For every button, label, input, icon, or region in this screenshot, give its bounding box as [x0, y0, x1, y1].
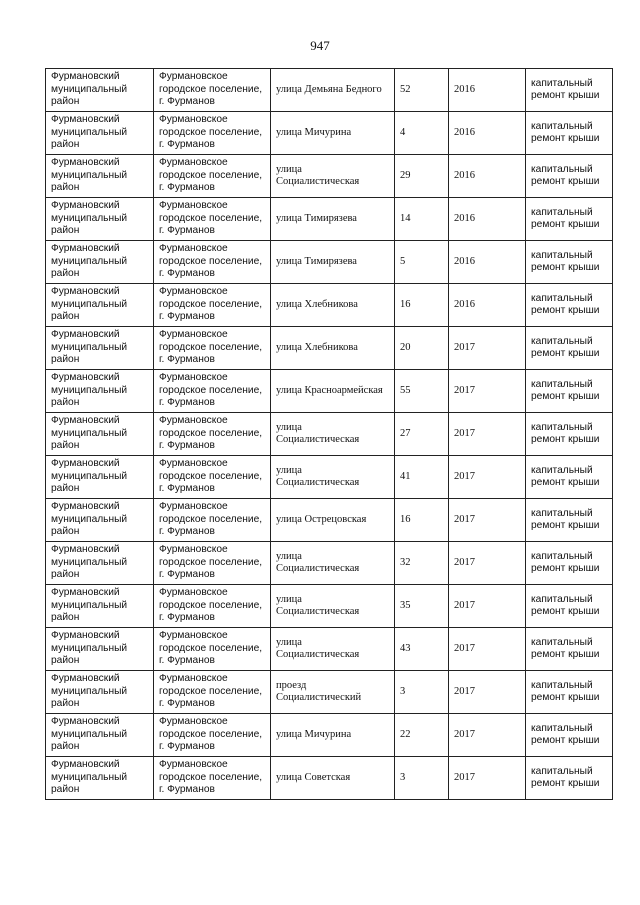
street-cell — [271, 284, 395, 327]
settlement-cell-line: Фурмановское — [159, 759, 228, 771]
settlement-cell-line: Фурмановское — [159, 243, 228, 255]
work-type-cell-line: ремонт крыши — [531, 563, 600, 574]
work-type-cell-line: капитальный — [531, 378, 593, 390]
district-cell — [46, 499, 154, 542]
district-cell — [46, 284, 154, 327]
work-type-cell-line: капитальный — [531, 335, 593, 347]
street-cell — [271, 585, 395, 628]
work-type-cell-line: капитальный — [531, 292, 593, 304]
district-cell — [46, 112, 154, 155]
work-type-cell — [526, 284, 613, 327]
district-cell-line: Фурмановский — [51, 458, 120, 470]
table-row — [46, 112, 613, 155]
year-cell: 2017 — [449, 671, 526, 714]
settlement-cell — [154, 370, 271, 413]
settlement-cell-line: городское поселение, — [159, 771, 263, 783]
district-cell-line: Фурмановский — [51, 501, 120, 513]
table-row — [46, 370, 613, 413]
district-cell-line: муниципальный — [51, 685, 128, 697]
district-cell-line: Фурмановский — [51, 759, 120, 771]
house-number-cell: 41 — [395, 456, 449, 499]
district-cell — [46, 241, 154, 284]
settlement-cell-line: г. Фурманов — [159, 526, 215, 538]
district-cell — [46, 757, 154, 800]
table-row — [46, 628, 613, 671]
district-cell-line: Фурмановский — [51, 630, 120, 642]
settlement-cell — [154, 413, 271, 456]
street-cell-line: улица Советская — [276, 771, 351, 783]
work-type-cell — [526, 757, 613, 800]
year-cell: 2017 — [449, 757, 526, 800]
district-cell-line: район — [51, 311, 80, 323]
settlement-cell-line: г. Фурманов — [159, 741, 215, 753]
settlement-cell — [154, 69, 271, 112]
table-row — [46, 69, 613, 112]
settlement-cell — [154, 198, 271, 241]
settlement-cell-line: г. Фурманов — [159, 397, 215, 409]
district-cell-line: муниципальный — [51, 255, 128, 267]
work-type-cell — [526, 499, 613, 542]
work-type-cell-line: ремонт крыши — [531, 219, 600, 230]
district-cell-line: район — [51, 784, 80, 796]
settlement-cell-line: Фурмановское — [159, 200, 228, 212]
table-row — [46, 456, 613, 499]
year-cell: 2016 — [449, 284, 526, 327]
district-cell — [46, 155, 154, 198]
work-type-cell-line: капитальный — [531, 77, 593, 89]
street-cell-line: улица Тимирязева — [276, 255, 357, 267]
district-cell-line: Фурмановский — [51, 587, 120, 599]
work-type-cell — [526, 112, 613, 155]
work-type-cell-line: капитальный — [531, 722, 593, 734]
work-type-cell-line: капитальный — [531, 249, 593, 261]
work-type-cell-line: ремонт крыши — [531, 649, 600, 660]
work-type-cell-line: ремонт крыши — [531, 133, 600, 144]
settlement-cell-line: городское поселение, — [159, 470, 263, 482]
work-type-cell-line: капитальный — [531, 206, 593, 218]
street-cell — [271, 370, 395, 413]
settlement-cell-line: Фурмановское — [159, 71, 228, 83]
house-number-cell: 35 — [395, 585, 449, 628]
settlement-cell — [154, 628, 271, 671]
settlement-cell-line: Фурмановское — [159, 501, 228, 513]
street-cell-line: Социалистическая — [276, 649, 360, 660]
district-cell-line: район — [51, 397, 80, 409]
settlement-cell-line: Фурмановское — [159, 716, 228, 728]
work-type-cell — [526, 671, 613, 714]
street-cell — [271, 413, 395, 456]
year-cell: 2017 — [449, 714, 526, 757]
year-cell: 2016 — [449, 241, 526, 284]
year-cell: 2017 — [449, 370, 526, 413]
work-type-cell — [526, 155, 613, 198]
year-cell: 2017 — [449, 585, 526, 628]
district-cell-line: Фурмановский — [51, 114, 120, 126]
settlement-cell-line: г. Фурманов — [159, 440, 215, 452]
settlement-cell — [154, 671, 271, 714]
district-cell-line: район — [51, 139, 80, 151]
street-cell-line: Социалистическая — [276, 606, 360, 617]
settlement-cell-line: городское поселение, — [159, 599, 263, 611]
street-cell-line: Социалистическая — [276, 563, 360, 574]
district-cell-line: район — [51, 225, 80, 237]
district-cell-line: Фурмановский — [51, 673, 120, 685]
street-cell-line: улица Мичурина — [276, 126, 352, 138]
district-cell-line: район — [51, 354, 80, 366]
district-cell-line: Фурмановский — [51, 372, 120, 384]
district-cell-line: муниципальный — [51, 341, 128, 353]
settlement-cell-line: Фурмановское — [159, 157, 228, 169]
settlement-cell-line: Фурмановское — [159, 544, 228, 556]
settlement-cell-line: городское поселение, — [159, 341, 263, 353]
work-type-cell-line: ремонт крыши — [531, 348, 600, 359]
work-type-cell-line: ремонт крыши — [531, 90, 600, 101]
district-cell-line: муниципальный — [51, 126, 128, 138]
street-cell — [271, 112, 395, 155]
work-type-cell — [526, 456, 613, 499]
settlement-cell-line: г. Фурманов — [159, 483, 215, 495]
settlement-cell-line: Фурмановское — [159, 415, 228, 427]
district-cell-line: Фурмановский — [51, 157, 120, 169]
year-cell: 2017 — [449, 499, 526, 542]
house-number-cell: 16 — [395, 499, 449, 542]
settlement-cell-line: Фурмановское — [159, 329, 228, 341]
street-cell-line: Социалистическая — [276, 434, 360, 445]
street-cell — [271, 542, 395, 585]
district-cell-line: Фурмановский — [51, 243, 120, 255]
repair-schedule-table — [45, 68, 613, 800]
district-cell-line: муниципальный — [51, 642, 128, 654]
district-cell-line: район — [51, 526, 80, 538]
settlement-cell-line: г. Фурманов — [159, 139, 215, 151]
work-type-cell-line: капитальный — [531, 507, 593, 519]
settlement-cell-line: городское поселение, — [159, 169, 263, 181]
district-cell — [46, 327, 154, 370]
work-type-cell-line: ремонт крыши — [531, 262, 600, 273]
street-cell-line: Социалистический — [276, 692, 362, 703]
settlement-cell-line: г. Фурманов — [159, 698, 215, 710]
work-type-cell — [526, 585, 613, 628]
work-type-cell-line: ремонт крыши — [531, 391, 600, 402]
street-cell — [271, 198, 395, 241]
work-type-cell — [526, 628, 613, 671]
settlement-cell-line: г. Фурманов — [159, 354, 215, 366]
table-row — [46, 499, 613, 542]
district-cell-line: муниципальный — [51, 513, 128, 525]
settlement-cell — [154, 714, 271, 757]
settlement-cell — [154, 155, 271, 198]
year-cell: 2017 — [449, 327, 526, 370]
house-number-cell: 43 — [395, 628, 449, 671]
work-type-cell — [526, 241, 613, 284]
district-cell — [46, 714, 154, 757]
street-cell-line: улица Тимирязева — [276, 212, 357, 224]
district-cell-line: Фурмановский — [51, 286, 120, 298]
house-number-cell: 29 — [395, 155, 449, 198]
table-row — [46, 413, 613, 456]
table-row — [46, 585, 613, 628]
district-cell — [46, 370, 154, 413]
settlement-cell-line: городское поселение, — [159, 513, 263, 525]
settlement-cell-line: г. Фурманов — [159, 182, 215, 194]
district-cell-line: Фурмановский — [51, 329, 120, 341]
work-type-cell — [526, 69, 613, 112]
settlement-cell-line: городское поселение, — [159, 255, 263, 267]
district-cell — [46, 198, 154, 241]
table-row — [46, 241, 613, 284]
settlement-cell-line: городское поселение, — [159, 642, 263, 654]
house-number-cell: 20 — [395, 327, 449, 370]
settlement-cell-line: городское поселение, — [159, 685, 263, 697]
work-type-cell-line: капитальный — [531, 120, 593, 132]
street-cell-line: улица — [276, 593, 302, 605]
year-cell: 2017 — [449, 456, 526, 499]
district-cell-line: район — [51, 655, 80, 667]
settlement-cell-line: г. Фурманов — [159, 311, 215, 323]
work-type-cell-line: капитальный — [531, 593, 593, 605]
year-cell: 2017 — [449, 628, 526, 671]
street-cell — [271, 757, 395, 800]
settlement-cell-line: г. Фурманов — [159, 784, 215, 796]
district-cell-line: район — [51, 268, 80, 280]
settlement-cell-line: г. Фурманов — [159, 612, 215, 624]
settlement-cell-line: городское поселение, — [159, 126, 263, 138]
district-cell — [46, 585, 154, 628]
settlement-cell — [154, 241, 271, 284]
district-cell — [46, 542, 154, 585]
table-row — [46, 327, 613, 370]
street-cell-line: улица — [276, 636, 302, 648]
work-type-cell-line: ремонт крыши — [531, 606, 600, 617]
street-cell-line: Социалистическая — [276, 477, 360, 488]
work-type-cell — [526, 327, 613, 370]
settlement-cell — [154, 327, 271, 370]
settlement-cell-line: городское поселение, — [159, 212, 263, 224]
street-cell-line: улица — [276, 163, 302, 175]
work-type-cell-line: ремонт крыши — [531, 520, 600, 531]
street-cell-line: улица Хлебникова — [276, 341, 358, 353]
settlement-cell-line: Фурмановское — [159, 372, 228, 384]
street-cell-line: улица Мичурина — [276, 728, 352, 740]
settlement-cell-line: городское поселение, — [159, 556, 263, 568]
settlement-cell — [154, 499, 271, 542]
house-number-cell: 14 — [395, 198, 449, 241]
house-number-cell: 16 — [395, 284, 449, 327]
work-type-cell-line: ремонт крыши — [531, 305, 600, 316]
work-type-cell-line: ремонт крыши — [531, 692, 600, 703]
settlement-cell — [154, 757, 271, 800]
work-type-cell — [526, 370, 613, 413]
district-cell-line: район — [51, 483, 80, 495]
district-cell-line: Фурмановский — [51, 415, 120, 427]
district-cell-line: Фурмановский — [51, 544, 120, 556]
work-type-cell — [526, 198, 613, 241]
district-cell-line: муниципальный — [51, 212, 128, 224]
work-type-cell-line: капитальный — [531, 421, 593, 433]
house-number-cell: 3 — [395, 757, 449, 800]
work-type-cell-line: ремонт крыши — [531, 434, 600, 445]
district-cell-line: Фурмановский — [51, 200, 120, 212]
district-cell-line: муниципальный — [51, 298, 128, 310]
settlement-cell-line: Фурмановское — [159, 587, 228, 599]
year-cell: 2016 — [449, 112, 526, 155]
house-number-cell: 27 — [395, 413, 449, 456]
work-type-cell — [526, 542, 613, 585]
street-cell-line: улица Демьяна Бедного — [276, 83, 382, 95]
work-type-cell-line: капитальный — [531, 679, 593, 691]
district-cell-line: район — [51, 182, 80, 194]
street-cell-line: Социалистическая — [276, 176, 360, 187]
district-cell-line: Фурмановский — [51, 716, 120, 728]
street-cell — [271, 714, 395, 757]
settlement-cell — [154, 542, 271, 585]
district-cell — [46, 628, 154, 671]
work-type-cell-line: капитальный — [531, 765, 593, 777]
district-cell-line: Фурмановский — [51, 71, 120, 83]
house-number-cell: 5 — [395, 241, 449, 284]
district-cell — [46, 671, 154, 714]
settlement-cell-line: Фурмановское — [159, 673, 228, 685]
street-cell — [271, 628, 395, 671]
district-cell-line: район — [51, 612, 80, 624]
street-cell — [271, 155, 395, 198]
table-row — [46, 671, 613, 714]
street-cell-line: улица Острецовская — [276, 513, 367, 525]
district-cell-line: район — [51, 440, 80, 452]
district-cell-line: район — [51, 741, 80, 753]
work-type-cell-line: капитальный — [531, 550, 593, 562]
work-type-cell-line: ремонт крыши — [531, 477, 600, 488]
street-cell — [271, 327, 395, 370]
settlement-cell — [154, 112, 271, 155]
street-cell-line: улица Красноармейская — [276, 384, 383, 396]
street-cell-line: улица Хлебникова — [276, 298, 358, 310]
settlement-cell-line: Фурмановское — [159, 458, 228, 470]
settlement-cell-line: г. Фурманов — [159, 655, 215, 667]
settlement-cell-line: г. Фурманов — [159, 225, 215, 237]
work-type-cell-line: капитальный — [531, 163, 593, 175]
table-row — [46, 284, 613, 327]
settlement-cell — [154, 284, 271, 327]
settlement-cell-line: городское поселение, — [159, 83, 263, 95]
work-type-cell-line: капитальный — [531, 636, 593, 648]
district-cell-line: муниципальный — [51, 384, 128, 396]
work-type-cell — [526, 714, 613, 757]
table-body — [46, 69, 613, 800]
year-cell: 2017 — [449, 413, 526, 456]
district-cell-line: район — [51, 698, 80, 710]
district-cell-line: муниципальный — [51, 470, 128, 482]
year-cell: 2016 — [449, 155, 526, 198]
street-cell — [271, 499, 395, 542]
settlement-cell-line: Фурмановское — [159, 114, 228, 126]
settlement-cell-line: г. Фурманов — [159, 96, 215, 108]
district-cell — [46, 456, 154, 499]
settlement-cell-line: Фурмановское — [159, 630, 228, 642]
settlement-cell-line: городское поселение, — [159, 427, 263, 439]
district-cell-line: муниципальный — [51, 728, 128, 740]
table-row — [46, 198, 613, 241]
work-type-cell-line: ремонт крыши — [531, 778, 600, 789]
house-number-cell: 32 — [395, 542, 449, 585]
settlement-cell — [154, 456, 271, 499]
district-cell-line: муниципальный — [51, 427, 128, 439]
street-cell-line: улица — [276, 550, 302, 562]
street-cell — [271, 69, 395, 112]
work-type-cell-line: капитальный — [531, 464, 593, 476]
district-cell-line: район — [51, 96, 80, 108]
district-cell-line: муниципальный — [51, 556, 128, 568]
settlement-cell — [154, 585, 271, 628]
table-row — [46, 542, 613, 585]
house-number-cell: 3 — [395, 671, 449, 714]
house-number-cell: 52 — [395, 69, 449, 112]
district-cell-line: муниципальный — [51, 599, 128, 611]
settlement-cell-line: Фурмановское — [159, 286, 228, 298]
settlement-cell-line: городское поселение, — [159, 298, 263, 310]
street-cell-line: улица — [276, 421, 302, 433]
settlement-cell-line: городское поселение, — [159, 384, 263, 396]
district-cell — [46, 69, 154, 112]
settlement-cell-line: г. Фурманов — [159, 569, 215, 581]
settlement-cell-line: городское поселение, — [159, 728, 263, 740]
work-type-cell-line: ремонт крыши — [531, 176, 600, 187]
district-cell — [46, 413, 154, 456]
district-cell-line: муниципальный — [51, 169, 128, 181]
table-row — [46, 714, 613, 757]
work-type-cell — [526, 413, 613, 456]
house-number-cell: 4 — [395, 112, 449, 155]
street-cell-line: проезд — [276, 679, 307, 691]
street-cell — [271, 671, 395, 714]
page-number: 947 — [310, 38, 330, 53]
year-cell: 2017 — [449, 542, 526, 585]
year-cell: 2016 — [449, 69, 526, 112]
table-row — [46, 155, 613, 198]
work-type-cell-line: ремонт крыши — [531, 735, 600, 746]
street-cell — [271, 241, 395, 284]
settlement-cell-line: г. Фурманов — [159, 268, 215, 280]
district-cell-line: район — [51, 569, 80, 581]
table-row — [46, 757, 613, 800]
district-cell-line: муниципальный — [51, 771, 128, 783]
street-cell-line: улица — [276, 464, 302, 476]
house-number-cell: 55 — [395, 370, 449, 413]
street-cell — [271, 456, 395, 499]
year-cell: 2016 — [449, 198, 526, 241]
district-cell-line: муниципальный — [51, 83, 128, 95]
house-number-cell: 22 — [395, 714, 449, 757]
